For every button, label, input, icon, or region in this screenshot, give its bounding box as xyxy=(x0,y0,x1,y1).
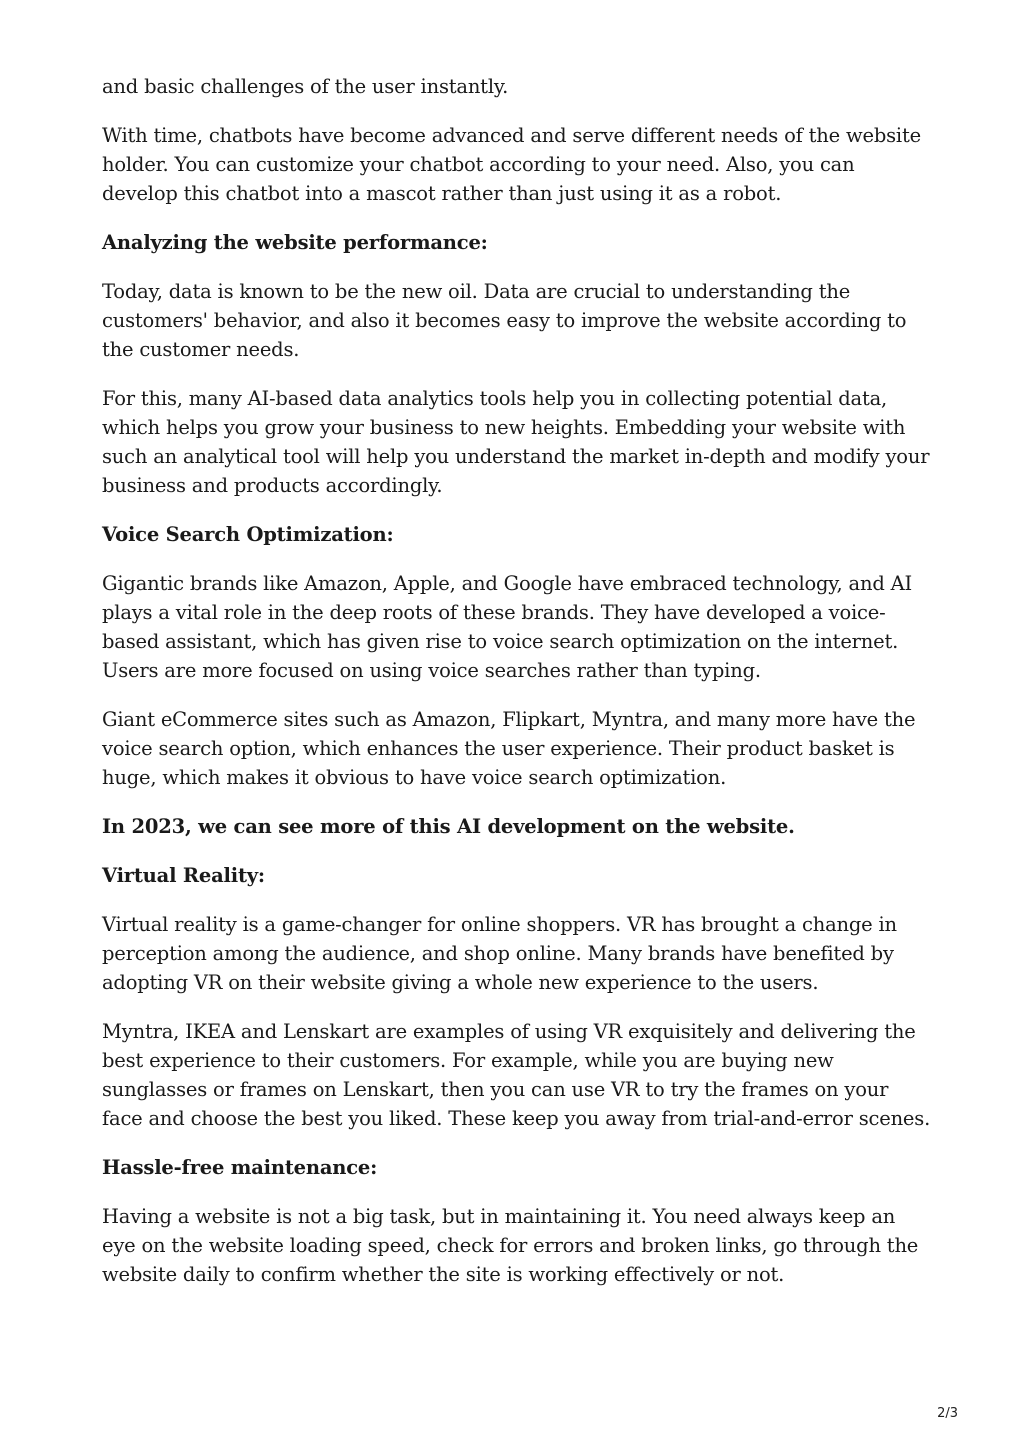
section-heading: In 2023, we can see more of this AI development on the website. xyxy=(102,815,795,838)
paragraph: Today, data is known to be the new oil. Data are crucial to understanding the customers' behavior, and also it becomes easy to improve the website according to the customer needs. xyxy=(102,280,907,361)
section-heading: Hassle-free maintenance: xyxy=(102,1156,378,1179)
paragraph: Myntra, IKEA and Lenskart are examples of using VR exquisitely and delivering the best experience to their customers. For example, while you are buying new sunglasses or frames on Lenskart, then you can use VR to try the frames on your face and choose the best you liked. These keep you away from trial-and-error scenes. xyxy=(102,1020,931,1130)
section-heading: Voice Search Optimization: xyxy=(102,523,394,546)
page-number: 2/3 xyxy=(937,1406,958,1421)
paragraph: Having a website is not a big task, but in maintaining it. You need always keep an eye on the website loading speed, check for errors and broken links, go through the website daily to confirm whether the site is working effectively or not. xyxy=(102,1205,919,1286)
section-heading: Analyzing the website performance: xyxy=(102,231,488,254)
section-heading: Virtual Reality: xyxy=(102,864,265,887)
paragraph: Giant eCommerce sites such as Amazon, Flipkart, Myntra, and many more have the voice search option, which enhances the user experience. Their product basket is huge, which makes it obvious to have voice search optimization. xyxy=(102,708,916,789)
paragraph: With time, chatbots have become advanced and serve different needs of the website holder. You can customize your chatbot according to your need. Also, you can develop this chatbot into a mascot rather than just using it as a robot. xyxy=(102,124,921,205)
paragraph: For this, many AI-based data analytics tools help you in collecting potential data, which helps you grow your business to new heights. Embedding your website with such an analytical tool will help you understand the market in-depth and modify your business and products accordingly. xyxy=(102,387,930,497)
document-page xyxy=(102,72,932,1309)
paragraph: and basic challenges of the user instantly. xyxy=(102,75,509,98)
paragraph: Gigantic brands like Amazon, Apple, and Google have embraced technology, and AI plays a vital role in the deep roots of these brands. They have developed a voice-based assistant, which has given rise to voice search optimization on the internet. Users are more focused on using voice searches rather than typing. xyxy=(102,572,912,682)
paragraph: Virtual reality is a game-changer for online shoppers. VR has brought a change in perception among the audience, and shop online. Many brands have benefited by adopting VR on their website giving a whole new experience to the users. xyxy=(102,913,897,994)
